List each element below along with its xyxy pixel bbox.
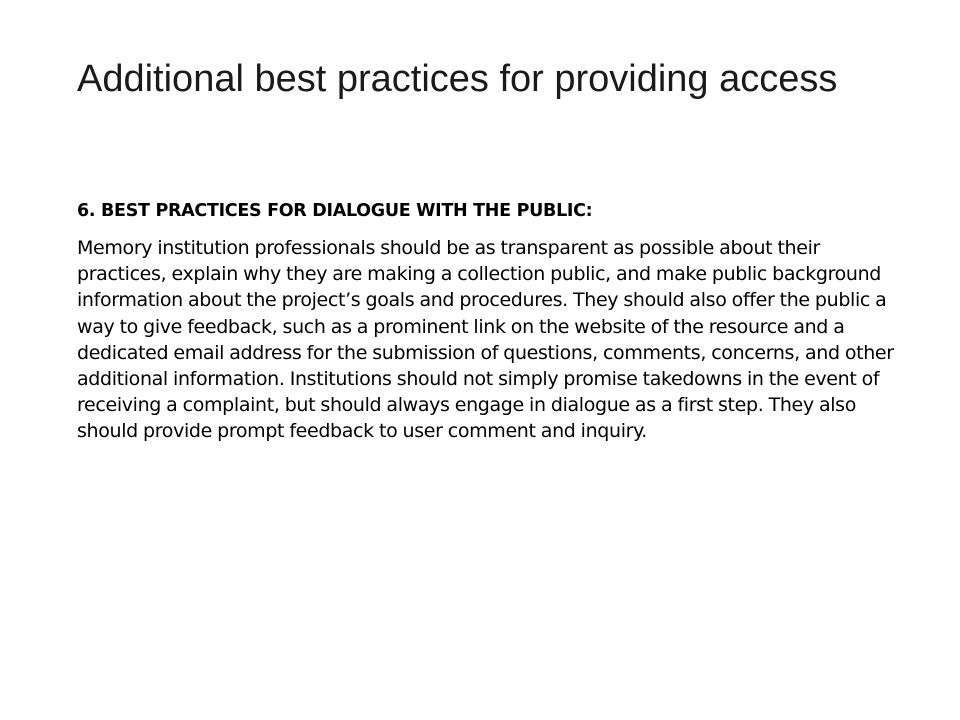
slide-content xyxy=(77,198,897,445)
section-heading: 6. BEST PRACTICES FOR DIALOGUE WITH THE PUBLIC: xyxy=(77,201,593,221)
slide-title: Additional best practices for providing access xyxy=(77,58,838,100)
body-paragraph: Memory institution professionals should be as transparent as possible about their practices, explain why they are making a collection public, and make public background information about the project’s goals and procedures. They should also offer the public a way to give feedback, such as a prominent link on the website of the resource and a dedicated email address for the submission of questions, comments, concerns, and other additional information. Institutions should not simply promise takedowns in the event of receiving a complaint, but should always engage in dialogue as a first step. They also should provide prompt feedback to user comment and inquiry. xyxy=(77,237,894,443)
